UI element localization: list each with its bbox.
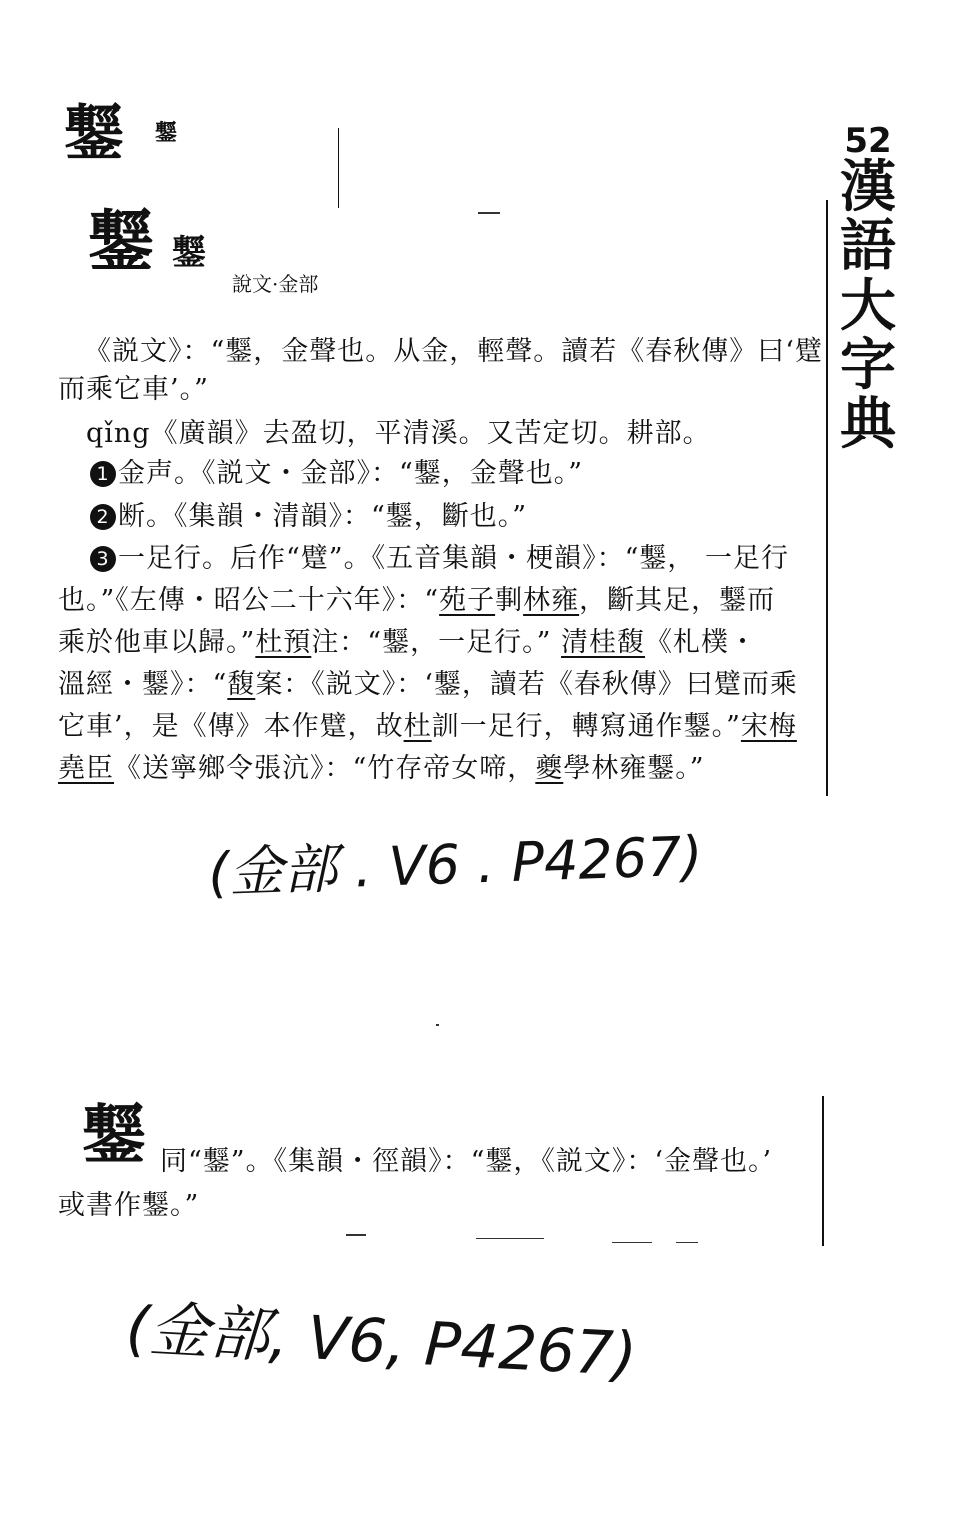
- person-name: 清桂馥: [561, 627, 646, 658]
- citation-line: 溫經・鑋》：“馥案：《説文》：‘鑋，讀若《春秋傳》曰躄而乘: [58, 669, 798, 700]
- person-name: 苑子: [439, 585, 496, 616]
- person-name: 林雍: [523, 585, 580, 616]
- definition-line: 《説文》：“鑋，金聲也。从金，輕聲。讀若《春秋傳》曰‘躄: [84, 336, 823, 367]
- headword-large: 鑋: [88, 202, 154, 280]
- sense-text: 金声。《説文・金部》：“鑋，金聲也。”: [118, 458, 584, 489]
- citation-line: 也。”《左傳・昭公二十六年》：“苑子剚林雍，斷其足，鑋而: [58, 585, 776, 616]
- sense-number: 3: [90, 546, 116, 572]
- headword-variant-entry: 鑋: [82, 1098, 146, 1173]
- title-char: 語: [840, 213, 896, 280]
- person-name: 宋梅: [740, 711, 797, 742]
- definition-line: 而乘它車’。”: [58, 374, 209, 405]
- page-number: 52: [844, 121, 892, 161]
- sense-text: 一足行。后作“躄”。《五音集韻・梗韻》：“鑋， 一足行: [118, 543, 789, 574]
- person-name: 杜預: [255, 627, 312, 658]
- column-border: [826, 200, 828, 796]
- title-char: 漢: [840, 154, 896, 220]
- sense-number: 2: [90, 504, 116, 530]
- scan-mark: [436, 1024, 439, 1026]
- source-label: 說文·金部: [232, 272, 319, 296]
- headword-variant: 鑋: [155, 120, 178, 146]
- sense-2: [90, 503, 527, 530]
- headword-small: 鑋: [64, 99, 124, 169]
- sense-1: [90, 460, 583, 487]
- person-name: 馥: [227, 669, 256, 700]
- citation-line: 它車’，是《傳》本作躄，故杜訓一足行，轉寫通作鑋。”宋梅: [58, 711, 797, 742]
- sense-text: 断。《集韻・清韻》：“鑋，斷也。”: [118, 501, 528, 532]
- sense-3: [90, 545, 789, 572]
- scan-mark: [676, 1242, 698, 1243]
- column-border: [822, 1096, 824, 1246]
- seal-script-form: 鑋: [172, 233, 206, 273]
- title-char: 大: [840, 272, 896, 339]
- scan-mark: [338, 128, 339, 208]
- title-char: 典: [840, 391, 896, 458]
- book-title-vertical: [832, 121, 904, 458]
- definition-line: 或書作鑋。”: [58, 1190, 200, 1221]
- sense-number: 1: [90, 461, 116, 487]
- scan-mark: [612, 1242, 652, 1243]
- scan-mark: [478, 212, 500, 214]
- person-name: 杜: [403, 711, 432, 742]
- handwritten-reference: (金部 . V6 . P4267): [207, 824, 704, 905]
- citation-line: 乘於他車以歸。”杜預注：“鑋，一足行。” 清桂馥《札樸・: [58, 627, 758, 658]
- title-char: 字: [840, 332, 896, 399]
- scan-mark: [476, 1238, 544, 1239]
- definition-line: 同“鑋”。《集韻・徑韻》：“鑋，《説文》：‘金聲也。’: [160, 1146, 773, 1177]
- person-name: 夔: [535, 753, 564, 784]
- scan-mark: [346, 1234, 366, 1236]
- person-name: 堯臣: [58, 753, 114, 784]
- pronunciation-line: qǐng《廣韻》去盈切，平清溪。又苦定切。耕部。: [86, 418, 711, 449]
- citation-line: 堯臣《送寧鄉令張沆》：“竹存帝女啼，夔學林雍鑋。”: [58, 753, 705, 784]
- handwritten-reference: (金部, V6, P4267): [124, 1293, 639, 1391]
